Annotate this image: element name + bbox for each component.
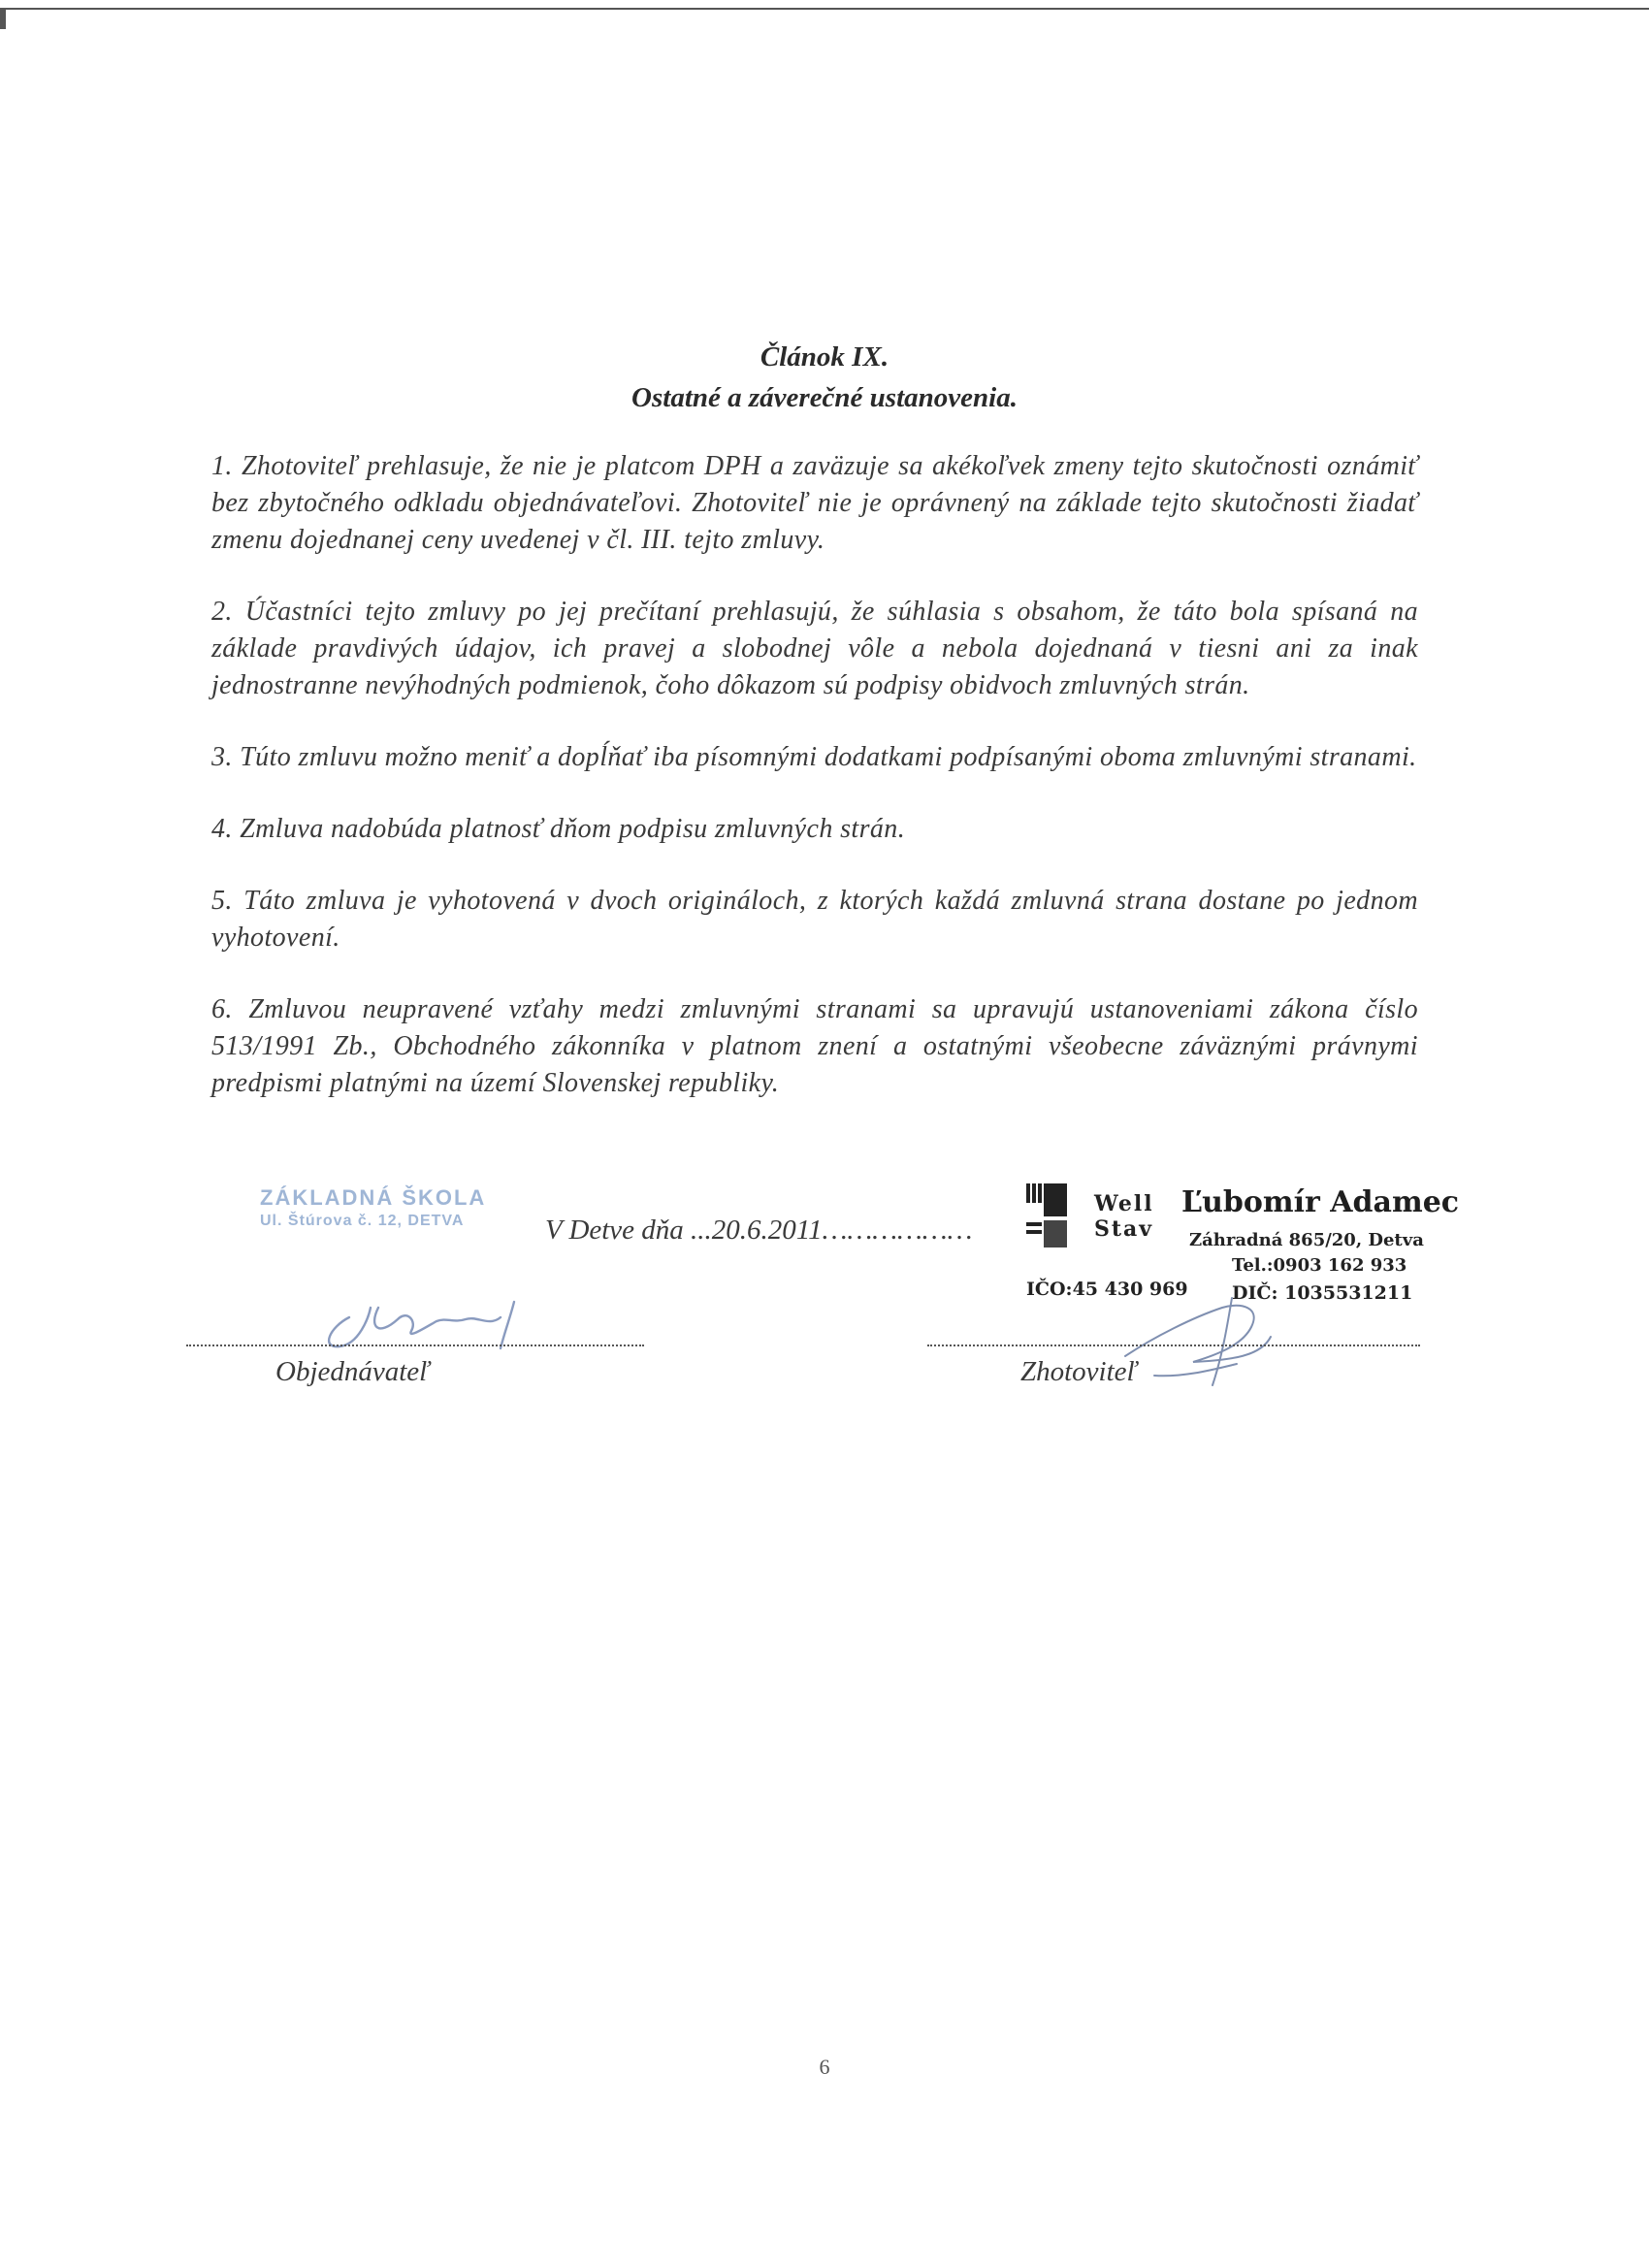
label-contractor: Zhotoviteľ (1020, 1356, 1138, 1387)
school-stamp-address: Ul. Štúrova č. 12, DETVA (260, 1213, 465, 1229)
label-customer: Objednávateľ (275, 1356, 430, 1387)
paragraph-1: 1. Zhotoviteľ prehlasuje, že nie je platcom DPH a zaväzuje sa akékoľvek zmeny tejto skutočnosti oznámiť bez zbytočného odkladu objednávateľovi. Zhotoviteľ nie je oprávnený na základe tejto skutočnosti žiadať zmenu dojednanej ceny uvedenej v čl. III. tejto zmluvy. (211, 451, 1418, 555)
place-and-date: V Detve dňa ...20.6.2011……………… (545, 1215, 973, 1246)
scan-edge-top (0, 0, 1649, 10)
contractor-phone: Tel.:0903 162 933 (1232, 1255, 1407, 1276)
school-stamp (260, 1185, 486, 1230)
school-stamp-name: ZÁKLADNÁ ŠKOLA (260, 1185, 487, 1210)
logo-text-stav: Stav (1094, 1216, 1154, 1242)
article-title: Ostatné a záverečné ustanovenia. (631, 382, 1018, 413)
paragraph-3: 3. Túto zmluvu možno meniť a dopĺňať iba písomnými dodatkami podpísanými oboma zmluvnými stranami. (211, 742, 1417, 772)
contractor-name: Ľubomír Adamec (1181, 1185, 1460, 1219)
contractor-dic: DIČ: 1035531211 (1232, 1282, 1413, 1304)
wellstav-logo-text (1094, 1191, 1154, 1242)
paragraph-4: 4. Zmluva nadobúda platnosť dňom podpisu zmluvných strán. (211, 814, 906, 844)
contractor-address: Záhradná 865/20, Detva (1189, 1230, 1424, 1250)
contractor-ico: IČO:45 430 969 (1026, 1279, 1188, 1300)
signature-line-contractor (927, 1345, 1420, 1346)
article-number: Článok IX. (760, 341, 889, 373)
paragraph-6: 6. Zmluvou neupravené vzťahy medzi zmluvnými stranami sa upravujú ustanoveniami zákona číslo 513/1991 Zb., Obchodného zákonníka v platnom znení a ostatnými všeobecne záväznými právnymi predpismi platnými na území Slovenskej republiky. (211, 994, 1418, 1098)
contractor-signature (1116, 1269, 1280, 1395)
signature-line-customer (186, 1345, 644, 1346)
logo-text-well: Well (1094, 1191, 1154, 1216)
article-body (211, 448, 1418, 1137)
paragraph-5: 5. Táto zmluva je vyhotovená v dvoch origináloch, z ktorých každá zmluvná strana dostane po jednom vyhotovení. (211, 886, 1418, 953)
paragraph-2: 2. Účastníci tejto zmluvy po jej prečítaní prehlasujú, že súhlasia s obsahom, že táto bola spísaná na základe pravdivých údajov, ich pravej a slobodnej vôle a nebola dojednaná v tiesni ani za inak jednostranne nevýhodných podmienok, čoho dôkazom sú podpisy obidvoch zmluvných strán. (211, 597, 1418, 700)
customer-signature (310, 1279, 572, 1352)
wellstav-logo-icon (1026, 1183, 1067, 1247)
page-number: 6 (819, 2055, 830, 2079)
scan-edge-corner (0, 8, 6, 29)
